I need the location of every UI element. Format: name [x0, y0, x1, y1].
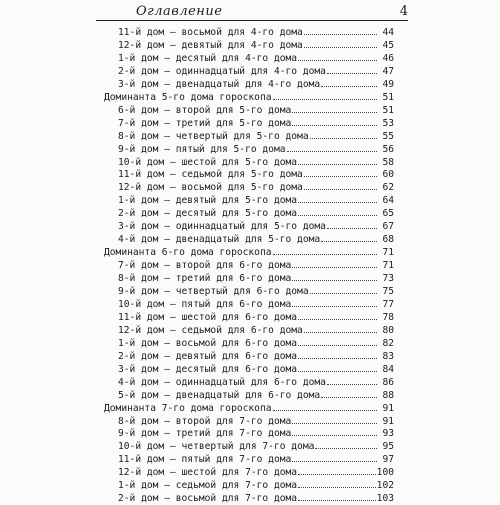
- toc-leader-dots: [287, 142, 377, 152]
- toc-entry: [118, 129, 394, 142]
- toc-entry: [118, 258, 394, 271]
- toc-page-number: 82: [382, 337, 394, 349]
- toc-page-number: 67: [382, 221, 394, 233]
- toc-entry: [118, 297, 394, 310]
- toc-entry-title: 1-й дом — восьмой для 6-го дома: [118, 337, 298, 349]
- toc-entry: [118, 375, 394, 388]
- toc-entry: [118, 426, 394, 439]
- toc-entry-title: 11-й дом — шестой для 6-го дома: [118, 311, 298, 323]
- toc-entry: [118, 414, 394, 427]
- toc-page-number: 47: [382, 65, 394, 77]
- toc-page-number: 51: [382, 91, 394, 103]
- toc-entry-title: 1-й дом — десятый для 4-го дома: [118, 52, 298, 64]
- toc-section-heading: [104, 90, 394, 103]
- toc-entry: [118, 362, 394, 375]
- toc-entry-title: 7-й дом — второй для 6-го дома: [118, 260, 292, 272]
- toc-entry-title: 1-й дом — седьмой для 7-го дома: [118, 480, 298, 492]
- toc-leader-dots: [292, 452, 377, 462]
- toc-entry: [118, 180, 394, 193]
- toc-page-number: 68: [382, 234, 394, 246]
- toc-entry-title: 1-й дом — девятый для 5-го дома: [118, 195, 298, 207]
- toc-leader-dots: [273, 401, 377, 411]
- toc-entry-title: 12-й дом — шестой для 7-го дома: [118, 467, 298, 479]
- toc-leader-dots: [298, 155, 377, 165]
- toc-entry: [118, 167, 394, 180]
- toc-page-number: 100: [376, 467, 394, 479]
- toc-entry-title: Доминанта 7-го дома гороскопа: [104, 402, 272, 414]
- toc-entry: [118, 219, 394, 232]
- toc-entry: [118, 142, 394, 155]
- toc-leader-dots: [304, 38, 377, 48]
- toc-entry: [118, 193, 394, 206]
- toc-entry-title: 2-й дом — десятый для 5-го дома: [118, 208, 298, 220]
- toc-page-number: 86: [382, 376, 394, 388]
- toc-entry: [118, 51, 394, 64]
- running-header: [96, 4, 408, 21]
- toc-page-number: 83: [382, 350, 394, 362]
- toc-leader-dots: [321, 232, 377, 242]
- toc-entry: [118, 232, 394, 245]
- toc-page-number: 84: [382, 363, 394, 375]
- toc-entry: [118, 77, 394, 90]
- toc-entry-title: 4-й дом — одиннадцатый для 6-го дома: [118, 376, 326, 388]
- toc-entry-title: 11-й дом — седьмой для 5-го дома: [118, 169, 303, 181]
- toc-leader-dots: [273, 245, 377, 255]
- toc-page-number: 58: [382, 156, 394, 168]
- toc-page-number: 71: [382, 260, 394, 272]
- toc-entry: [118, 284, 394, 297]
- toc-entry: [118, 64, 394, 77]
- toc-page-number: 55: [382, 130, 394, 142]
- toc-leader-dots: [327, 64, 377, 74]
- toc-leader-dots: [292, 258, 377, 268]
- toc-section-heading: [104, 245, 394, 258]
- toc-page-number: 62: [382, 182, 394, 194]
- toc-entry-title: 3-й дом — десятый для 6-го дома: [118, 363, 298, 375]
- toc-entry-title: 11-й дом — восьмой для 4-го дома: [118, 27, 303, 38]
- toc-entry: [118, 388, 394, 401]
- toc-page-number: 95: [382, 441, 394, 453]
- toc-leader-dots: [304, 323, 377, 333]
- toc-leader-dots: [292, 116, 377, 126]
- header-title: Оглавление: [136, 4, 223, 19]
- toc-entry: [118, 103, 394, 116]
- toc-leader-dots: [292, 271, 377, 281]
- toc-leader-dots: [298, 51, 377, 61]
- toc-leader-dots: [327, 219, 377, 229]
- toc-entry-title: 9-й дом — пятый для 5-го дома: [118, 143, 286, 155]
- toc-leader-dots: [310, 284, 377, 294]
- toc-leader-dots: [292, 414, 377, 424]
- toc-entry: [118, 38, 394, 51]
- toc-entry-title: 3-й дом — двенадцатый для 4-го дома: [118, 78, 321, 90]
- toc-leader-dots: [273, 90, 377, 100]
- toc-leader-dots: [298, 310, 377, 320]
- toc-page-number: 97: [382, 454, 394, 466]
- toc-leader-dots: [304, 180, 377, 190]
- toc-leader-dots: [298, 349, 377, 359]
- toc-leader-dots: [298, 206, 377, 216]
- toc-page-number: 73: [382, 273, 394, 285]
- toc-entry: [118, 116, 394, 129]
- toc-entry: [118, 25, 394, 38]
- toc-entry-title: 2-й дом — восьмой для 7-го дома: [118, 493, 298, 505]
- toc-page-number: 91: [382, 402, 394, 414]
- toc-page-number: 56: [382, 143, 394, 155]
- toc-entry-title: 9-й дом — третий для 7-го дома: [118, 428, 292, 440]
- toc-leader-dots: [298, 362, 377, 372]
- toc-entry-title: 2-й дом — девятый для 6-го дома: [118, 350, 298, 362]
- toc-page-number: 88: [382, 389, 394, 401]
- toc-leader-dots: [321, 388, 377, 398]
- toc-entry: [118, 310, 394, 323]
- toc-page-number: 103: [376, 493, 394, 505]
- toc-page-number: 93: [382, 428, 394, 440]
- toc-leader-dots: [315, 439, 377, 449]
- toc-leader-dots: [310, 129, 377, 139]
- toc-entry-title: 10-й дом — шестой для 5-го дома: [118, 156, 298, 168]
- toc-entry-title: 3-й дом — одиннадцатый для 5-го дома: [118, 221, 326, 233]
- toc-page-number: 65: [382, 208, 394, 220]
- toc-entry-title: 10-й дом — пятый для 6-го дома: [118, 298, 292, 310]
- header-rule: [96, 20, 408, 21]
- toc-entry: [118, 206, 394, 219]
- toc-entry: [118, 323, 394, 336]
- toc-leader-dots: [327, 375, 377, 385]
- toc-entry-title: 10-й дом — четвертый для 7-го дома: [118, 441, 315, 453]
- toc-entry-title: 2-й дом — одиннадцатый для 4-го дома: [118, 65, 326, 77]
- toc-page-number: 77: [382, 298, 394, 310]
- toc-leader-dots: [298, 193, 377, 203]
- toc-entry-title: 12-й дом — девятый для 4-го дома: [118, 39, 303, 51]
- toc-page-number: 60: [382, 169, 394, 181]
- toc-entry: [118, 155, 394, 168]
- toc-page-number: 64: [382, 195, 394, 207]
- toc-page-number: 71: [382, 247, 394, 259]
- toc-page-number: 45: [382, 39, 394, 51]
- toc-entry-title: 12-й дом — восьмой для 5-го дома: [118, 182, 303, 194]
- toc-entry: [118, 465, 394, 478]
- toc-entry-title: 4-й дом — двенадцатый для 5-го дома: [118, 234, 321, 246]
- toc-leader-dots: [298, 336, 377, 346]
- toc-entry: [118, 349, 394, 362]
- header-page-number: 4: [399, 4, 408, 19]
- toc-entry-title: 8-й дом — четвертый для 5-го дома: [118, 130, 309, 142]
- toc-leader-dots: [304, 167, 377, 177]
- toc-leader-dots: [292, 297, 377, 307]
- toc-entry: [118, 439, 394, 452]
- toc-page-number: 51: [382, 104, 394, 116]
- toc-entry-title: Доминанта 5-го дома гороскопа: [104, 91, 272, 103]
- toc-entry-title: 7-й дом — третий для 5-го дома: [118, 117, 292, 129]
- toc-leader-dots: [292, 103, 377, 113]
- toc-leader-dots: [298, 465, 376, 475]
- toc-page-number: 75: [382, 286, 394, 297]
- toc-page-number: 91: [382, 415, 394, 427]
- toc-page-number: 44: [382, 27, 394, 38]
- toc-entry-title: 9-й дом — четвертый для 6-го дома: [118, 286, 309, 297]
- toc-entry: [118, 478, 394, 491]
- toc-entry-title: 8-й дом — второй для 7-го дома: [118, 415, 292, 427]
- toc-entry-title: 5-й дом — двенадцатый для 6-го дома: [118, 389, 321, 401]
- toc-page-number: 46: [382, 52, 394, 64]
- toc-entry-title: 12-й дом — седьмой для 6-го дома: [118, 324, 303, 336]
- toc-page-number: 78: [382, 311, 394, 323]
- toc-entry: [118, 336, 394, 349]
- toc-leader-dots: [292, 426, 377, 436]
- toc-page-number: 80: [382, 324, 394, 336]
- toc-leader-dots: [321, 77, 377, 87]
- toc-entry: [118, 491, 394, 504]
- toc-page-number: 53: [382, 117, 394, 129]
- toc-section-heading: [104, 401, 394, 414]
- toc-entry-title: 8-й дом — третий для 6-го дома: [118, 273, 292, 285]
- toc-page-number: 102: [376, 480, 394, 492]
- toc-leader-dots: [304, 25, 377, 35]
- toc-entry: [118, 452, 394, 465]
- toc-entry-title: Доминанта 6-го дома гороскопа: [104, 247, 272, 259]
- toc-entry-title: 11-й дом — пятый для 7-го дома: [118, 454, 292, 466]
- toc-entry-title: 6-й дом — второй для 5-го дома: [118, 104, 292, 116]
- toc-page-number: 49: [382, 78, 394, 90]
- toc-entry: [118, 271, 394, 284]
- toc-leader-dots: [298, 478, 376, 488]
